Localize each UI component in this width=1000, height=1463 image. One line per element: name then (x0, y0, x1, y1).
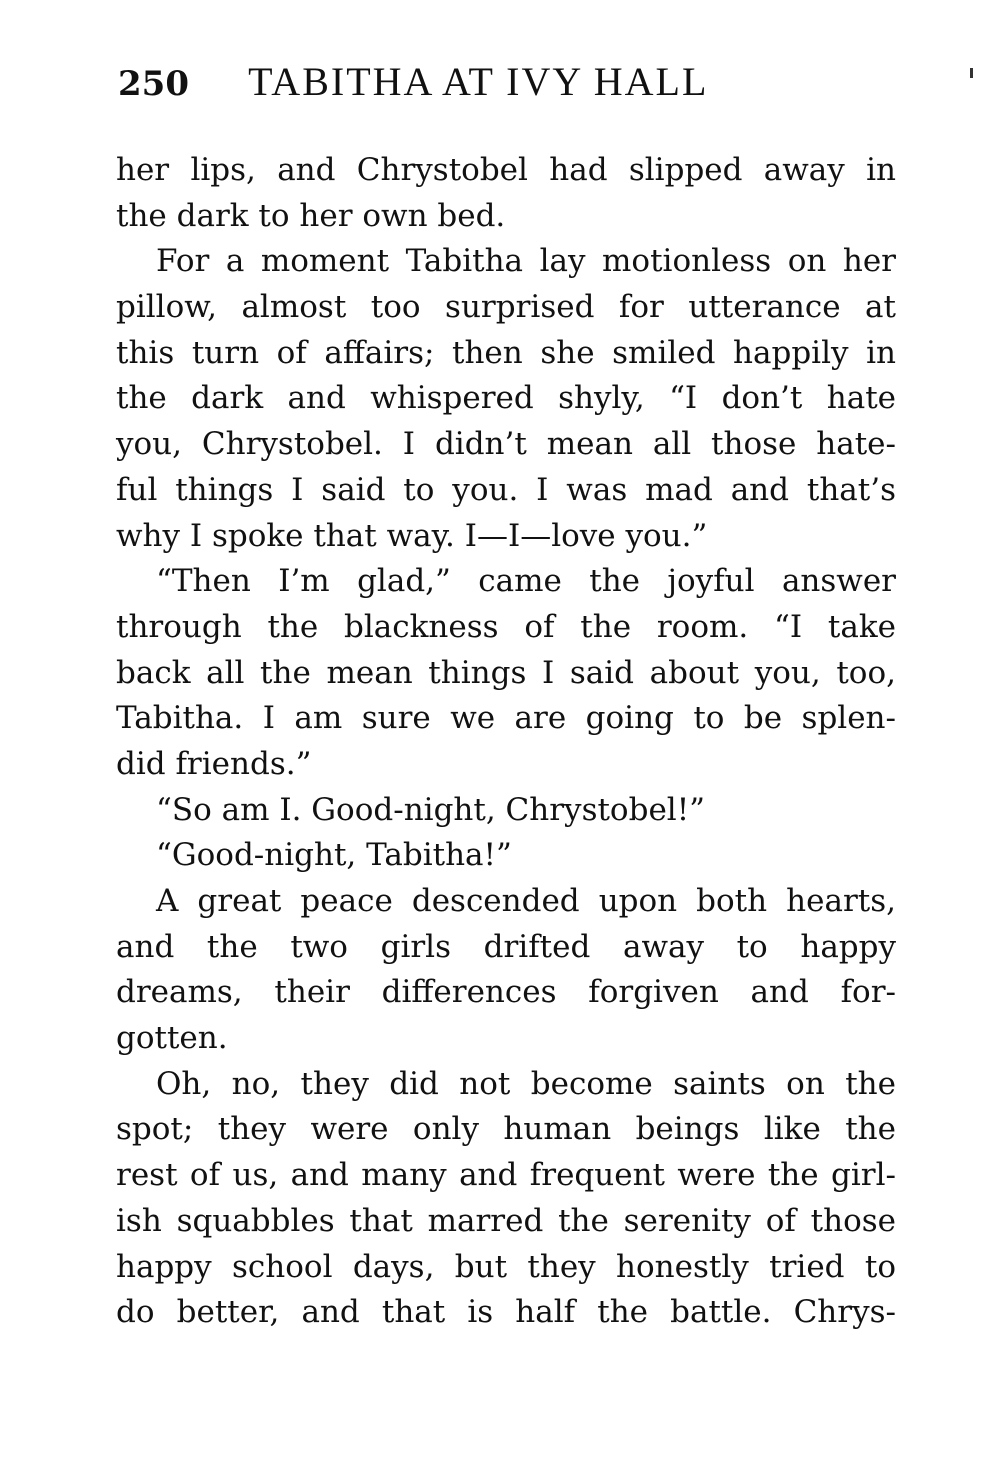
text-line: you, Chrystobel. I didn’t mean all those hate- (116, 426, 896, 463)
paragraph-start-line: “So am I. Good-night, Chrystobel!” (156, 791, 706, 828)
text-line: ish squabbles that marred the serenity of those (116, 1202, 896, 1239)
text-line: and the two girls drifted away to happy (116, 928, 896, 965)
body-text (116, 148, 896, 1368)
paragraph-start-line: A great peace descended upon both hearts, (156, 883, 896, 919)
paragraph-start-line: Oh, no, they did not become saints on the (156, 1065, 896, 1102)
text-line: the dark to her own bed. (116, 197, 506, 234)
text-line: spot; they were only human beings like the (116, 1111, 896, 1148)
text-line: the dark and whispered shyly, “I don’t hate (116, 380, 896, 417)
text-line: this turn of affairs; then she smiled happily in (116, 334, 896, 371)
scan-speck (970, 68, 973, 78)
paragraph-start-line: “Good-night, Tabitha!” (156, 837, 512, 874)
text-line: dreams, their differences forgiven and for- (116, 974, 896, 1011)
book-title: TABITHA AT IVY HALL (248, 59, 709, 104)
running-head (118, 58, 818, 106)
text-line: ful things I said to you. I was mad and that’s (116, 471, 896, 508)
text-line: through the blackness of the room. “I take (116, 608, 896, 645)
text-line: do better, and that is half the battle. Chrys- (116, 1294, 896, 1331)
paragraph-start-line: For a moment Tabitha lay motionless on her (156, 243, 896, 280)
text-line: her lips, and Chrystobel had slipped away in (116, 152, 896, 188)
text-line: rest of us, and many and frequent were the girl- (116, 1157, 896, 1194)
text-line: back all the mean things I said about you, too, (116, 654, 896, 691)
text-line: Tabitha. I am sure we are going to be splen- (116, 700, 896, 737)
text-line: pillow, almost too surprised for utterance at (116, 289, 896, 326)
text-line: why I spoke that way. I—I—love you.” (116, 517, 708, 554)
text-line: did friends.” (116, 745, 312, 782)
text-line: happy school days, but they honestly tried to (116, 1248, 896, 1285)
page-number: 250 (118, 64, 189, 104)
text-line: gotten. (116, 1020, 228, 1057)
paragraph-start-line: “Then I’m glad,” came the joyful answer (156, 563, 896, 600)
